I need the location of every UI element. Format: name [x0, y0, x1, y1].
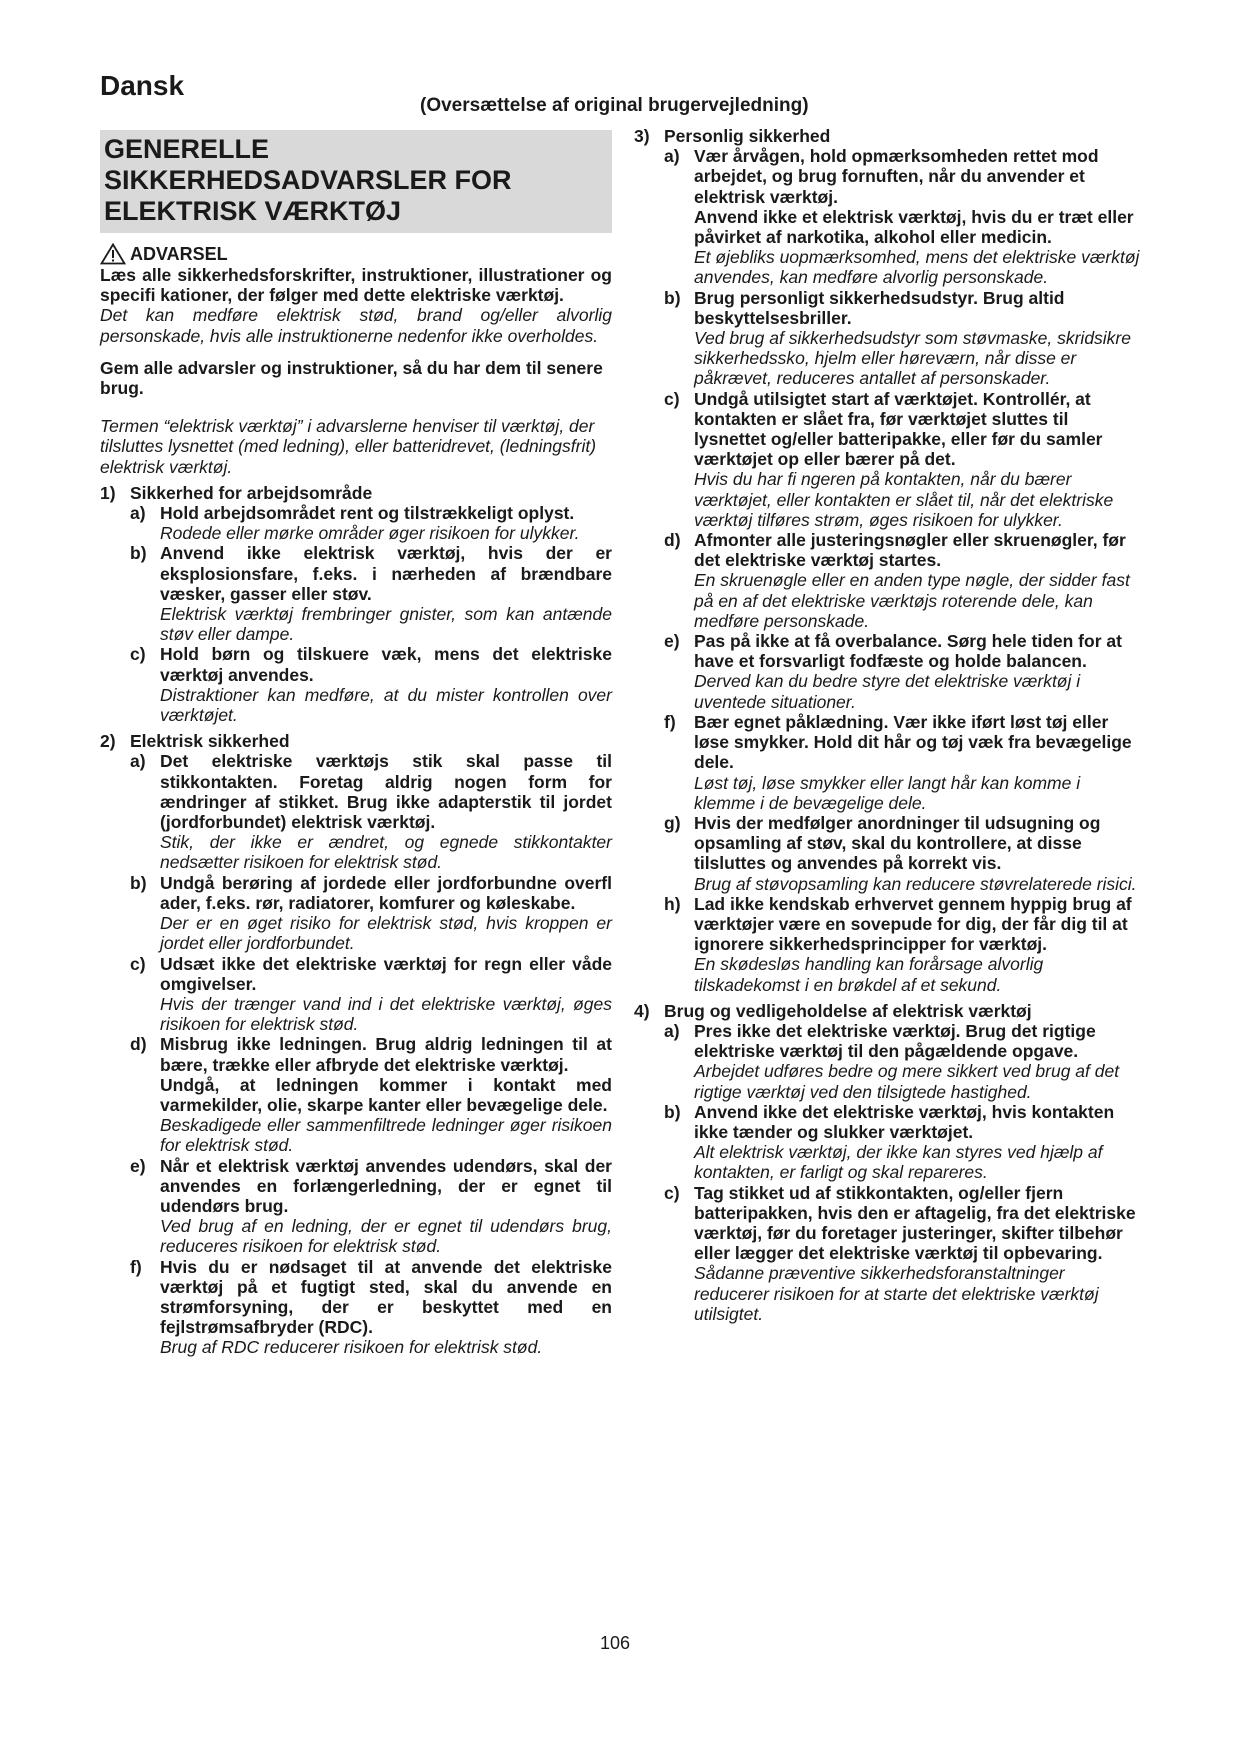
- keep-instructions-text: Gem alle advarsler og instruktioner, så du har dem til senere brug.: [100, 357, 603, 399]
- item-bold-text: Misbrug ikke ledningen. Brug aldrig ledningen til at bære, trække eller afbryde det elektriske værktøj.: [160, 1034, 612, 1075]
- item-italic-text: Løst tøj, løse smykker eller langt hår kan komme i klemme i de bevægelige dele.: [694, 772, 1081, 813]
- item-italic-text: Hvis du har fi ngeren på kontakten, når du bærer værktøjet, eller kontakten er slået til, når det elektriske værktøj tilføres strøm, øges risikoen for ulykker.: [694, 469, 1114, 530]
- list-item: [130, 543, 612, 644]
- list-item: [664, 1021, 1142, 1102]
- item-bold-text: Anvend ikke det elektriske værktøj, hvis kontakten ikke tænder og slukker værktøjet.: [694, 1101, 1115, 1142]
- warning-italic-text: Det kan medføre elektrisk stød, brand og/eller alvorlig personskade, hvis alle instruktionerne nedenfor ikke overholdes.: [100, 305, 612, 346]
- list-item: [130, 873, 612, 954]
- item-bold-text: Afmonter alle justeringsnøgler eller skruenøgler, før det elektriske værktøj startes.: [694, 530, 1126, 571]
- item-bold-text: Hvis du er nødsaget til at anvende det elektriske værktøj på et fugtigt sted, skal du anvende en strømforsyning, der er beskyttet med en fejlstrømsafbryder (RDC).: [160, 1256, 612, 1338]
- item-italic-text: Arbejdet udføres bedre og mere sikkert ved brug af det rigtige værktøj ved den tilsigtede hastighed.: [694, 1061, 1120, 1102]
- section-number: 1): [100, 482, 116, 503]
- list-item: [664, 146, 1142, 287]
- item-label: c): [664, 388, 680, 409]
- item-italic-text: Et øjebliks uopmærksomhed, mens det elektriske værktøj anvendes, kan medføre alvorlig personskade.: [694, 247, 1140, 288]
- section-title: GENERELLE SIKKERHEDSADVARSLER FOR ELEKTRISK VÆRKTØJ: [100, 130, 612, 233]
- list-item: [664, 712, 1142, 813]
- item-label: b): [130, 543, 147, 564]
- list-item: [664, 1183, 1142, 1324]
- list-item: [664, 389, 1142, 530]
- section-number: 3): [634, 126, 650, 146]
- item-bold-text: Det elektriske værktøjs stik skal passe til stikkontakten. Foretag aldrig nogen form for ændringer af stikket. Brug ikke adapterstik til jordet (jordforbundet) elektrisk værktøj.: [160, 751, 612, 833]
- item-label: f): [130, 1256, 142, 1277]
- warning-label: ADVARSEL: [130, 243, 228, 264]
- item-bold-text: Hold arbejdsområdet rent og tilstrækkeligt oplyst.: [160, 503, 575, 524]
- item-bold-text: Lad ikke kendskab erhvervet gennem hyppig brug af værktøjer være en sovepude for dig, der får dig til at ignorere sikkerhedsprincipper for værktøj.: [694, 893, 1132, 955]
- item-label: f): [664, 711, 676, 732]
- item-label: a): [130, 503, 146, 524]
- item-label: c): [130, 953, 146, 974]
- list-item: [130, 1034, 612, 1155]
- list-item: [664, 1102, 1142, 1183]
- warning-bold-text: Læs alle sikkerhedsforskrifter, instruktioner, illustrationer og specifi kationer, der følger med dette elektriske værktøj.: [100, 265, 612, 306]
- item-label: a): [664, 1020, 680, 1041]
- item-label: e): [664, 631, 680, 652]
- section-title-text: Brug og vedligeholdelse af elektrisk værktøj: [664, 1000, 1032, 1021]
- item-bold-text: Brug personligt sikkerhedsudstyr. Brug altid beskyttelsesbriller.: [694, 287, 1065, 328]
- list-item: [664, 631, 1142, 712]
- item-italic-text: Stik, der ikke er ændret, og egnede stikkontakter nedsætter risikoen for elektrisk stød.: [160, 832, 612, 873]
- item-label: b): [664, 287, 681, 308]
- item-italic-text: Derved kan du bedre styre det elektriske værktøj i uventede situationer.: [694, 671, 1081, 712]
- item-italic-text: Ved brug af sikkerhedsudstyr som støvmaske, skridsikre sikkerhedssko, hjelm eller høreværn, når disse er påkrævet, reduceres antallet af personskader.: [694, 328, 1131, 389]
- item-label: e): [130, 1155, 146, 1176]
- warning-heading: [100, 243, 612, 265]
- item-bold-text: Undgå berøring af jordede eller jordforbundne overfl ader, f.eks. rør, radiatorer, komfurer og køleskabe.: [160, 872, 612, 913]
- list-item: [130, 503, 612, 543]
- list-item: [130, 644, 612, 725]
- item-italic-text: En skruenøgle eller en anden type nøgle, der sidder fast på en af det elektriske værktøjs roterende dele, kan medføre personskade.: [694, 570, 1130, 631]
- warning-triangle-icon: [100, 243, 126, 265]
- section-number: 2): [100, 731, 116, 752]
- item-bold-text: Bær egnet påklædning. Vær ikke iført løst tøj eller løse smykker. Hold dit hår og tøj væk fra bevægelige dele.: [694, 711, 1132, 773]
- item-label: h): [664, 893, 681, 914]
- section-title-text: Personlig sikkerhed: [664, 126, 831, 146]
- item-italic-text: Elektrisk værktøj frembringer gnister, som kan antænde støv eller dampe.: [160, 604, 612, 645]
- item-bold-text: Hvis der medfølger anordninger til udsugning og opsamling af støv, skal du kontrollere, at disse tilsluttes og anvendes på korrekt vis.: [694, 812, 1101, 874]
- list-item: [664, 894, 1142, 995]
- item-bold-text-2: Anvend ikke et elektrisk værktøj, hvis du er træt eller påvirket af narkotika, alkohol eller medicin.: [694, 206, 1134, 248]
- term-definition-text: Termen “elektrisk værktøj” i advarslerne henviser til værktøj, der tilsluttes lysnettet (med ledning), eller batteridrevet, (ledningsfrit) elektrisk værktøj.: [100, 416, 597, 477]
- translation-subtitle: (Oversættelse af original brugervejledning): [420, 95, 809, 116]
- item-bold-text: Udsæt ikke det elektriske værktøj for regn eller våde omgivelser.: [160, 953, 612, 994]
- item-bold-text: Tag stikket ud af stikkontakten, og/eller fjern batteripakken, hvis den er aftagelig, fra det elektriske værktøj, før du foretager justeringer, skifter tilbehør eller lægger det elektriske værktøj til opbevaring.: [694, 1182, 1136, 1264]
- item-italic-text: Ved brug af en ledning, der er egnet til udendørs brug, reduceres risikoen for elektrisk stød.: [160, 1216, 612, 1257]
- item-bold-text: Undgå utilsigtet start af værktøjet. Kontrollér, at kontakten er slået fra, før værktøjet sluttes til lysnettet og/eller batteripakke, eller før du samler værktøjet op eller bærer på det.: [694, 388, 1103, 470]
- item-label: a): [664, 146, 680, 167]
- list-item: [130, 1257, 612, 1358]
- item-bold-text: Anvend ikke elektrisk værktøj, hvis der er eksplosionsfare, f.eks. i nærheden af brændbare væsker, gasser eller støv.: [160, 543, 612, 604]
- item-label: g): [664, 812, 681, 833]
- page-number: 106: [600, 1633, 631, 1653]
- item-italic-text: Beskadigede eller sammenfiltrede ledninger øger risikoen for elektrisk stød.: [160, 1115, 612, 1156]
- left-column: [100, 130, 612, 1358]
- list-item: [664, 813, 1142, 894]
- item-label: b): [130, 872, 147, 893]
- item-bold-text: Vær årvågen, hold opmærksomheden rettet mod arbejdet, og brug fornuften, når du anvender et elektrisk værktøj.: [694, 146, 1099, 207]
- section-title-text: Sikkerhed for arbejdsområde: [130, 482, 373, 503]
- item-label: a): [130, 751, 146, 772]
- item-bold-text: Hold børn og tilskuere væk, mens det elektriske værktøj anvendes.: [160, 644, 612, 685]
- item-italic-text: Hvis der trænger vand ind i det elektriske værktøj, øges risikoen for elektrisk stød.: [160, 993, 612, 1035]
- section-heading: [100, 483, 612, 503]
- item-italic-text: En skødesløs handling kan forårsage alvorlig tilskadekomst i en brøkdel af et sekund.: [694, 954, 1044, 995]
- right-column: [634, 126, 1142, 1324]
- item-italic-text: Sådanne præventive sikkerhedsforanstaltninger reducerer risikoen for at starte det elektriske værktøj utilsigtet.: [694, 1263, 1099, 1324]
- item-bold-text: Pas på ikke at få overbalance. Sørg hele tiden for at have et forsvarligt fodfæste og holde balancen.: [694, 631, 1122, 672]
- list-item: [130, 751, 612, 872]
- list-item: [130, 954, 612, 1035]
- item-label: d): [130, 1034, 147, 1055]
- section-heading: [100, 731, 612, 751]
- item-italic-text: Distraktioner kan medføre, at du mister kontrollen over værktøjet.: [160, 684, 612, 726]
- item-italic-text: Der er en øget risiko for elektrisk stød, hvis kroppen er jordet eller jordforbundet.: [160, 913, 612, 954]
- section-heading: [634, 1001, 1142, 1021]
- item-italic-text: Rodede eller mørke områder øger risikoen for ulykker.: [160, 523, 580, 544]
- item-italic-text: Brug af støvopsamling kan reducere støvrelaterede risici.: [694, 873, 1137, 894]
- item-italic-text: Alt elektrisk værktøj, der ikke kan styres ved hjælp af kontakten, er farligt og skal repareres.: [694, 1142, 1103, 1183]
- item-label: c): [664, 1182, 680, 1203]
- section-title-text: Elektrisk sikkerhed: [130, 731, 290, 752]
- item-italic-text: Brug af RDC reducerer risikoen for elektrisk stød.: [160, 1337, 543, 1358]
- section-number: 4): [634, 1000, 650, 1021]
- item-bold-text-2: Undgå, at ledningen kommer i kontakt med varmekilder, olie, skarpe kanter eller bevægelige dele.: [160, 1074, 612, 1115]
- section-heading: [634, 126, 1142, 146]
- language-title: Dansk: [100, 70, 185, 101]
- item-label: c): [130, 644, 146, 665]
- list-item: [664, 530, 1142, 631]
- item-bold-text: Pres ikke det elektriske værktøj. Brug det rigtige elektriske værktøj til den pågældende opgave.: [694, 1020, 1096, 1062]
- list-item: [664, 288, 1142, 389]
- item-bold-text: Når et elektrisk værktøj anvendes udendørs, skal der anvendes en forlængerledning, der er egnet til udendørs brug.: [160, 1155, 612, 1216]
- item-label: d): [664, 530, 681, 551]
- item-label: b): [664, 1101, 681, 1122]
- list-item: [130, 1156, 612, 1257]
